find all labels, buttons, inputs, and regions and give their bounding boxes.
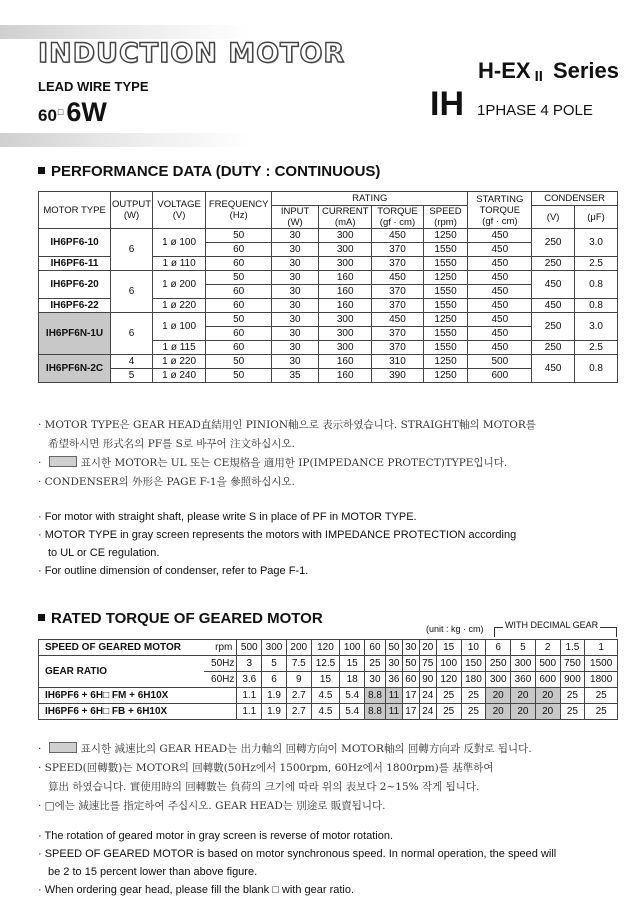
page-title: INDUCTION MOTOR <box>38 38 346 69</box>
gray-swatch <box>49 456 77 467</box>
header-band-top <box>0 25 250 39</box>
table-cell: 15 <box>311 672 340 688</box>
gray-swatch <box>49 742 77 753</box>
note-line: · 표시한 減速比의 GEAR HEAD는 出力軸의 回轉方向이 MOTOR軸의 回轉方向과 反對로 됩니다. <box>38 743 532 755</box>
th-cond-v: (V) <box>532 206 575 229</box>
table-cell: 100 <box>436 656 461 672</box>
table-cell: 2.7 <box>286 688 311 704</box>
size-watt: 6W <box>66 97 107 127</box>
th-voltage: VOLTAGE (V) <box>152 192 205 229</box>
performance-table <box>38 191 618 383</box>
th-starting-torque: STARTING TORQUE (gf · cm) <box>468 192 532 229</box>
section-title-performance: PERFORMANCE DATA (DUTY : CONTINUOUS) <box>38 163 380 180</box>
table-cell: 15 <box>340 656 365 672</box>
note-line: · CONDENSER의 外形은 PAGE F-1을 參照하십시오. <box>38 476 296 488</box>
note-line: · SPEED OF GEARED MOTOR is based on motor synchronous speed. In normal operation, the speed will <box>38 848 557 860</box>
english-notes-1 <box>38 508 628 580</box>
table-cell: 2 <box>535 640 560 656</box>
decimal-bracket-left <box>494 627 495 637</box>
page-subtitle: LEAD WIRE TYPE <box>38 79 149 94</box>
note-line: · When ordering gear head, please fill the blank □ with gear ratio. <box>38 884 355 896</box>
table-cell: 6 <box>262 672 287 688</box>
th-condenser: CONDENSER <box>532 192 618 206</box>
table-cell: 20 <box>535 704 560 720</box>
table-cell: 75 <box>419 656 436 672</box>
table-cell: 2.7 <box>286 704 311 720</box>
table-cell: 60 <box>402 672 419 688</box>
th-motor-type: MOTOR TYPE <box>39 192 111 229</box>
english-notes-2 <box>38 827 628 899</box>
table-cell: 100 <box>340 640 365 656</box>
table-cell: 150 <box>461 656 486 672</box>
table-cell: 11 <box>385 688 402 704</box>
table-cell: 5.4 <box>340 704 365 720</box>
table-cell: 120 <box>436 672 461 688</box>
th-output: OUTPUT (W) <box>111 192 153 229</box>
table-cell: 18 <box>340 672 365 688</box>
table-row: 60 30 300 370 1550 450 <box>39 243 618 257</box>
table-cell: 200 <box>286 640 311 656</box>
korean-notes-2 <box>38 740 628 816</box>
note-line: be 2 to 15 percent lower than above figure. <box>48 866 258 878</box>
th-speed: SPEED (rpm) <box>423 206 468 229</box>
table-cell: 17 <box>402 704 419 720</box>
series-hex: H-EX <box>478 58 531 83</box>
table-row: IH6PF6N-1U 6 1 ø 100 50 30 300 450 1250 450 250 3.0 <box>39 313 618 327</box>
torque-row: IH6PF6 + 6H□ FM + 6H10X 1.1 1.9 2.7 4.5 5.4 8.8 11 17 24 25 25 20 20 20 25 25 <box>39 688 618 704</box>
table-cell: 30 <box>402 640 419 656</box>
table-cell: 25 <box>436 688 461 704</box>
phase-label: 1PHASE 4 POLE <box>477 102 593 119</box>
table-cell: 50 <box>402 656 419 672</box>
table-cell: 9 <box>286 672 311 688</box>
table-cell: 300 <box>486 672 511 688</box>
table-cell: 20 <box>511 704 536 720</box>
th-rating: RATING <box>272 192 468 206</box>
table-cell: 25 <box>560 704 585 720</box>
gear-table <box>38 639 618 720</box>
table-cell: 3.6 <box>237 672 262 688</box>
speed-row: SPEED OF GEARED MOTOR rpm 500 300 200 120 100 60 50 30 20 15 10 6 5 2 1.5 1 <box>39 640 618 656</box>
table-cell: 20 <box>419 640 436 656</box>
ih-label: IH <box>430 85 464 123</box>
table-cell: 20 <box>486 688 511 704</box>
table-row: 1 ø 115 60 30 300 370 1550 450 250 2.5 <box>39 341 618 355</box>
table-cell: 36 <box>385 672 402 688</box>
decimal-gear-label: WITH DECIMAL GEAR <box>505 620 599 630</box>
table-cell: 20 <box>486 704 511 720</box>
table-cell: 360 <box>511 672 536 688</box>
th-frequency: FREQUENCY (Hz) <box>206 192 272 229</box>
table-cell: 500 <box>237 640 262 656</box>
table-row: 60 30 300 370 1550 450 <box>39 327 618 341</box>
table-cell: 15 <box>436 640 461 656</box>
table-cell: 5 <box>511 640 536 656</box>
table-cell: 25 <box>436 704 461 720</box>
table-cell: 1.1 <box>237 704 262 720</box>
table-cell: 30 <box>365 672 386 688</box>
table-cell: 17 <box>402 688 419 704</box>
table-cell: 60 <box>365 640 386 656</box>
table-cell: 1 <box>585 640 618 656</box>
size-number: 60 <box>38 106 57 125</box>
decimal-bracket-right <box>616 627 617 637</box>
table-cell: 7.5 <box>286 656 311 672</box>
note-line: · MOTOR TYPE은 GEAR HEAD直結用인 PINION軸으로 表示하였습니다. STRAIGHT軸의 MOTOR를 <box>38 419 536 431</box>
table-cell: 12.5 <box>311 656 340 672</box>
table-cell: 1.1 <box>237 688 262 704</box>
table-cell: 25 <box>365 656 386 672</box>
table-row: IH6PF6N-2C 4 1 ø 220 50 30 160 310 1250 500 450 0.8 <box>39 355 618 369</box>
note-line: 希望하시면 形式名의 PF를 S로 바꾸어 注文하십시오. <box>48 438 295 450</box>
note-line: · For outline dimension of condenser, refer to Page F-1. <box>38 565 309 577</box>
torque-row: IH6PF6 + 6H□ FB + 6H10X 1.1 1.9 2.7 4.5 5.4 8.8 11 17 24 25 25 20 20 20 25 25 <box>39 704 618 720</box>
table-row: IH6PF6-10 6 1 ø 100 50 30 300 450 1250 450 250 3.0 <box>39 229 618 243</box>
note-line: · 표시한 MOTOR는 UL 또는 CE規格을 適用한 IP(IMPEDANCE PROTECT)TYPE입니다. <box>38 457 508 469</box>
table-cell: 20 <box>511 688 536 704</box>
table-cell: 50 <box>385 640 402 656</box>
note-line: to UL or CE regulation. <box>48 547 160 559</box>
ratio-row-60: 60Hz 3.6 6 9 15 18 30 36 60 90 120 180 300 360 600 900 1800 <box>39 672 618 688</box>
header-band-bottom <box>0 133 250 147</box>
table-cell: 1.9 <box>262 688 287 704</box>
table-cell: 8.8 <box>365 688 386 704</box>
table-cell: 20 <box>535 688 560 704</box>
table-cell: 24 <box>419 704 436 720</box>
th-torque: TORQUE (gf · cm) <box>372 206 423 229</box>
table-cell: 5.4 <box>340 688 365 704</box>
ratio-row-50: GEAR RATIO 50Hz 3 5 7.5 12.5 15 25 30 50 75 100 150 250 300 500 750 1500 <box>39 656 618 672</box>
table-cell: 25 <box>461 704 486 720</box>
table-cell: 30 <box>385 656 402 672</box>
table-cell: 1.9 <box>262 704 287 720</box>
table-cell: 5 <box>262 656 287 672</box>
table-cell: 8.8 <box>365 704 386 720</box>
note-line: · SPEED(回轉數)는 MOTOR의 回轉數(50Hz에서 1500rpm, 60Hz에서 1800rpm)를 基準하여 <box>38 762 494 774</box>
table-cell: 900 <box>560 672 585 688</box>
table-cell: 1800 <box>585 672 618 688</box>
th-input: INPUT (W) <box>272 206 319 229</box>
series-word: Series <box>552 58 619 83</box>
table-cell: 4.5 <box>311 688 340 704</box>
table-cell: 11 <box>385 704 402 720</box>
table-cell: 750 <box>560 656 585 672</box>
series-ii: II <box>534 68 543 85</box>
table-cell: 24 <box>419 688 436 704</box>
table-cell: 1.5 <box>560 640 585 656</box>
note-line: · □에는 減速比를 指定하여 주십시오. GEAR HEAD는 別途로 販賣됩니다. <box>38 800 386 812</box>
table-cell: 25 <box>585 688 618 704</box>
note-line: · MOTOR TYPE in gray screen represents the motors with IMPEDANCE PROTECTION according <box>38 529 517 541</box>
table-cell: 10 <box>461 640 486 656</box>
table-cell: 250 <box>486 656 511 672</box>
th-cond-f: (μF) <box>575 206 618 229</box>
table-cell: 25 <box>585 704 618 720</box>
table-row: IH6PF6-22 1 ø 220 60 30 160 370 1550 450 450 0.8 <box>39 299 618 313</box>
table-cell: 600 <box>535 672 560 688</box>
table-cell: 3 <box>237 656 262 672</box>
table-cell: 300 <box>511 656 536 672</box>
table-cell: 6 <box>486 640 511 656</box>
table-cell: 25 <box>560 688 585 704</box>
size-square: □ <box>57 107 64 117</box>
table-row: 60 30 160 370 1550 450 <box>39 285 618 299</box>
table-cell: 500 <box>535 656 560 672</box>
note-line: · For motor with straight shaft, please write S in place of PF in MOTOR TYPE. <box>38 511 417 523</box>
table-cell: 180 <box>461 672 486 688</box>
table-row: 5 1 ø 240 50 35 160 390 1250 600 <box>39 369 618 383</box>
note-line: 算出 하였습니다. 實使用時의 回轉數는 負荷의 크기에 따라 위의 表보다 2~15% 작게 됩니다. <box>48 781 480 793</box>
series-label <box>478 58 619 85</box>
table-cell: 4.5 <box>311 704 340 720</box>
motor-size <box>38 97 107 128</box>
note-line: · The rotation of geared motor in gray screen is reverse of motor rotation. <box>38 830 394 842</box>
table-cell: 1500 <box>585 656 618 672</box>
korean-notes-1 <box>38 416 628 492</box>
table-cell: 300 <box>262 640 287 656</box>
table-cell: 120 <box>311 640 340 656</box>
table-cell: 90 <box>419 672 436 688</box>
unit-label: (unit : kg · cm) <box>426 624 484 634</box>
table-row: IH6PF6-20 6 1 ø 200 50 30 160 450 1250 450 450 0.8 <box>39 271 618 285</box>
th-current: CURRENT (mA) <box>319 206 372 229</box>
table-cell: 25 <box>461 688 486 704</box>
table-row: IH6PF6-11 1 ø 110 60 30 300 370 1550 450 250 2.5 <box>39 257 618 271</box>
section-title-gear: RATED TORQUE OF GEARED MOTOR <box>38 610 323 627</box>
